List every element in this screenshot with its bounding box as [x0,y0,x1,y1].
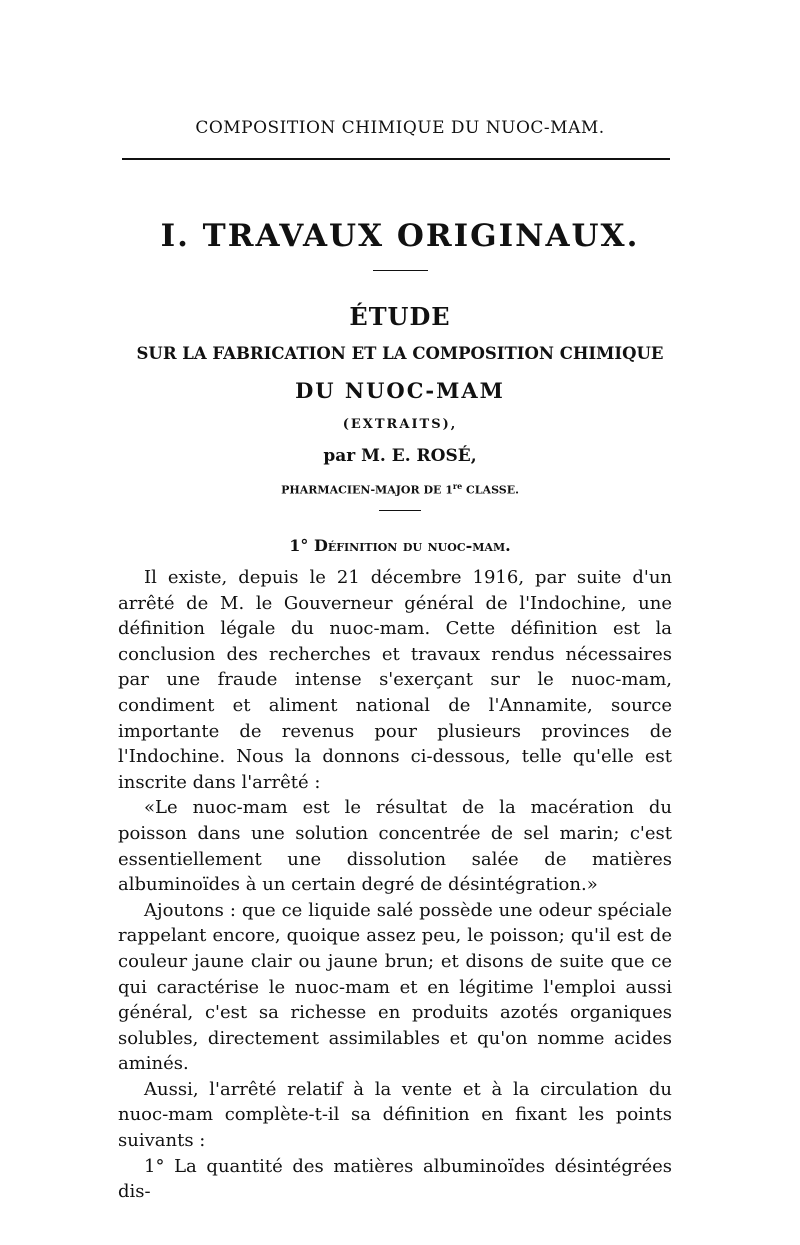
article-subtitle: SUR LA FABRICATION ET LA COMPOSITION CHIMIQUE [136,344,664,363]
article-subject: DU NUOC-MAM [295,378,505,403]
section-heading: 1° Définition du nuoc-mam. [289,536,511,555]
paragraph: Ajoutons : que ce liquide salé possède une odeur spéciale rappelant encore, quoique assez peu, le poisson; qu'il est de couleur jaune clair ou jaune brun; et disons de suite que ce qui caractérise le nuoc-mam et en légitime l'emploi aussi général, c'est sa richesse en produits azotés organiques solubles, directement assimilables et qu'on nomme acides aminés. [118,899,672,1075]
section-title: I. TRAVAUX ORIGINAUX. [160,218,640,254]
header-rule [122,158,670,160]
extracts-note: (EXTRAITS), [342,417,458,432]
paragraph: 1° La quantité des matières albuminoïdes désintégrées dis- [118,1155,672,1203]
body-text [118,565,672,1205]
author-title-sup: re [452,481,463,491]
author-title-prefix: PHARMACIEN-MAJOR DE 1 [281,483,453,497]
author-title-suffix: CLASSE. [462,483,519,497]
paragraph: «Le nuoc-mam est le résultat de la macération du poisson dans une solution concentrée de sel marin; c'est essentiellement une dissolution salée de matières albuminoïdes à un certain degré de désintégration.» [118,797,672,896]
running-head: COMPOSITION CHIMIQUE DU NUOC-MAM. [195,118,605,138]
article-title: ÉTUDE [349,302,451,331]
paragraph: Il existe, depuis le 21 décembre 1916, par suite d'un arrêté de M. le Gouverneur général de l'Indochine, une définition légale du nuoc-mam. Cette définition est la conclusion des recherches et travaux rendus nécessaires par une fraude intense s'exerçant sur le nuoc-mam, condiment et aliment national de l'Annamite, source importante de revenus pour plusieurs provinces de l'Indochine. Nous la donnons ci-dessous, telle qu'elle est inscrite dans l'arrêté : [118,567,672,793]
paragraph: Aussi, l'arrêté relatif à la vente et à la circulation du nuoc-mam complète-t-il sa définition en fixant les points suivants : [118,1078,672,1152]
title-separator-rule [373,270,428,271]
author-title [0,481,800,497]
author-separator-rule [379,510,421,511]
author-line: par M. E. ROSÉ, [323,446,477,466]
